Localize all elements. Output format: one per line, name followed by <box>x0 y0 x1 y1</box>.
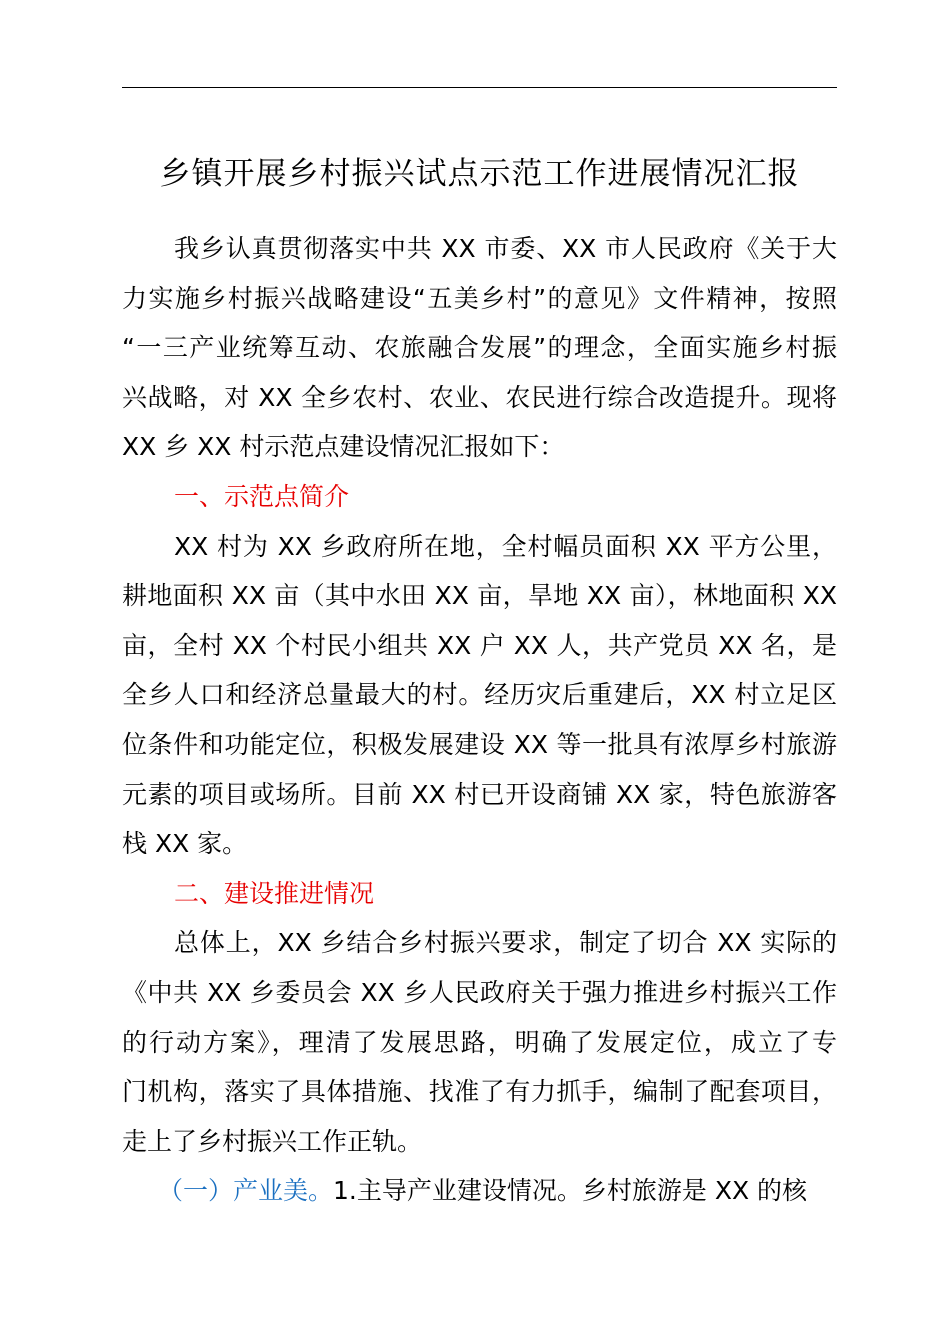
paragraph-progress <box>122 918 837 1166</box>
paragraph-intro <box>122 224 837 472</box>
section-heading-2: 二、建设推进情况 <box>174 878 375 908</box>
text-line: 总体上，XX 乡结合乡村振兴要求，制定了切合 XX 实际的 <box>174 928 837 958</box>
text-line: 亩，全村 XX 个村民小组共 XX 户 XX 人，共产党员 XX 名，是 <box>122 630 837 660</box>
text-line: 栈 XX 家。 <box>122 829 248 859</box>
subsection-line <box>122 1166 837 1216</box>
text-line: 元素的项目或场所。目前 XX 村已开设商铺 XX 家，特色旅游客 <box>122 779 837 809</box>
header-rule <box>122 87 837 88</box>
text-line: 的行动方案》，理清了发展思路，明确了发展定位，成立了专 <box>122 1027 837 1057</box>
text-line: 走上了乡村振兴工作正轨。 <box>122 1126 423 1156</box>
subsection-heading: （一）产业美。 <box>158 1176 334 1206</box>
section-heading-1: 一、示范点简介 <box>174 481 350 511</box>
text-line: 力实施乡村振兴战略建设“五美乡村”的意见》文件精神，按照 <box>122 283 837 313</box>
text-line: 《中共 XX 乡委员会 XX 乡人民政府关于强力推进乡村振兴工作 <box>122 977 837 1007</box>
text-line: “一三产业统筹互动、农旅融合发展”的理念，全面实施乡村振 <box>122 333 837 363</box>
text-line: 我乡认真贯彻落实中共 XX 市委、XX 市人民政府《关于大 <box>174 234 837 263</box>
text-line: 全乡人口和经济总量最大的村。经历灾后重建后，XX 村立足区 <box>122 680 837 710</box>
text-line: 耕地面积 XX 亩（其中水田 XX 亩，旱地 XX 亩），林地面积 XX <box>122 581 837 611</box>
subsection-text: 1.主导产业建设情况。乡村旅游是 XX 的核 <box>333 1176 808 1206</box>
document-title: 乡镇开展乡村振兴试点示范工作进展情况汇报 <box>159 156 800 192</box>
paragraph-overview <box>122 522 837 869</box>
text-line: XX 乡 XX 村示范点建设情况汇报如下： <box>122 432 565 462</box>
text-line: XX 村为 XX 乡政府所在地，全村幅员面积 XX 平方公里， <box>174 531 837 561</box>
text-line: 兴战略，对 XX 全乡农村、农业、农民进行综合改造提升。现将 <box>122 382 837 412</box>
text-line: 位条件和功能定位，积极发展建设 XX 等一批具有浓厚乡村旅游 <box>122 729 837 759</box>
document-body <box>122 224 837 1216</box>
text-line: 门机构，落实了具体措施、找准了有力抓手，编制了配套项目， <box>122 1077 837 1107</box>
